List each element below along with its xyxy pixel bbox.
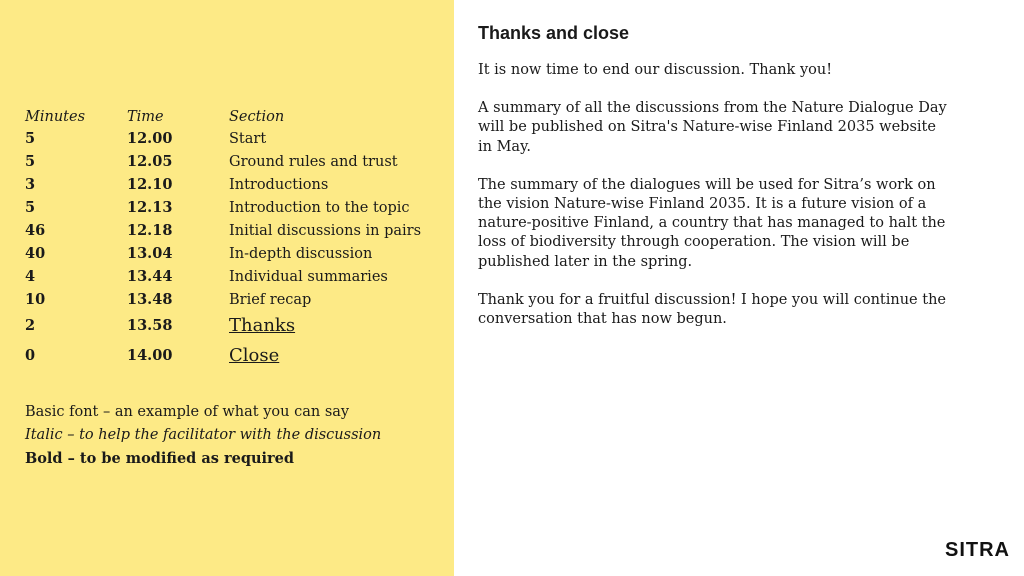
row-minutes: 5 xyxy=(25,153,36,170)
agenda-row xyxy=(25,288,445,311)
row-time: 12.00 xyxy=(127,130,173,147)
row-minutes: 5 xyxy=(25,199,36,216)
paragraph: Thank you for a fruitful discussion! I hope you will continue the conversation that has now begun. xyxy=(478,291,946,328)
agenda-row xyxy=(25,265,445,288)
row-section-link-close[interactable]: Close xyxy=(229,344,280,366)
font-legend xyxy=(25,401,381,470)
row-section: Introduction to the topic xyxy=(229,199,410,216)
paragraph: It is now time to end our discussion. Thank you! xyxy=(478,62,833,78)
row-time: 13.48 xyxy=(127,291,173,308)
row-time: 14.00 xyxy=(127,346,173,364)
page-title: Thanks and close xyxy=(478,23,630,43)
row-section: Start xyxy=(229,130,267,147)
row-minutes: 10 xyxy=(25,291,46,308)
sitra-logo: SITRA xyxy=(945,539,1010,561)
row-time: 13.04 xyxy=(127,245,173,262)
agenda-row xyxy=(25,219,445,242)
agenda-row xyxy=(25,311,445,341)
row-minutes: 46 xyxy=(25,222,46,239)
row-minutes: 0 xyxy=(25,346,36,364)
row-section: Ground rules and trust xyxy=(229,153,398,170)
paragraph: A summary of all the discussions from the Nature Dialogue Day will be published on Sitra's Nature-wise Finland 2035 website in May. xyxy=(478,100,947,155)
left-panel xyxy=(0,0,454,576)
row-time: 12.18 xyxy=(127,222,173,239)
row-time: 12.13 xyxy=(127,199,173,216)
header-minutes: Minutes xyxy=(25,108,86,125)
row-minutes: 5 xyxy=(25,130,36,147)
header-time: Time xyxy=(127,108,164,125)
agenda-row xyxy=(25,242,445,265)
row-time: 13.58 xyxy=(127,317,173,335)
row-section: In-depth discussion xyxy=(229,245,373,262)
agenda-row xyxy=(25,341,445,371)
row-time: 12.10 xyxy=(127,176,173,193)
legend-basic: Basic font – an example of what you can say xyxy=(25,404,350,420)
row-section: Individual summaries xyxy=(229,268,388,285)
agenda-header-row xyxy=(25,106,445,127)
content-panel xyxy=(478,22,948,348)
paragraph: The summary of the dialogues will be used for Sitra’s work on the vision Nature-wise Finland 2035. It is a future vision of a nature-positive Finland, a country that has managed to halt the loss of biodiversity through cooperation. The vision will be published later in the spring. xyxy=(478,176,946,270)
row-section: Introductions xyxy=(229,176,329,193)
row-minutes: 40 xyxy=(25,245,46,262)
agenda-row xyxy=(25,127,445,150)
agenda-row xyxy=(25,150,445,173)
agenda-row xyxy=(25,196,445,219)
legend-bold: Bold – to be modified as required xyxy=(25,450,295,467)
row-minutes: 2 xyxy=(25,317,36,335)
legend-italic: Italic – to help the facilitator with the discussion xyxy=(25,427,382,443)
row-minutes: 3 xyxy=(25,176,36,193)
header-section: Section xyxy=(229,108,285,125)
row-section: Initial discussions in pairs xyxy=(229,222,422,239)
row-time: 12.05 xyxy=(127,153,173,170)
agenda-table xyxy=(25,106,445,370)
agenda-row xyxy=(25,173,445,196)
row-section-link-thanks[interactable]: Thanks xyxy=(229,315,296,337)
row-time: 13.44 xyxy=(127,268,173,285)
row-section: Brief recap xyxy=(229,291,312,308)
row-minutes: 4 xyxy=(25,268,36,285)
